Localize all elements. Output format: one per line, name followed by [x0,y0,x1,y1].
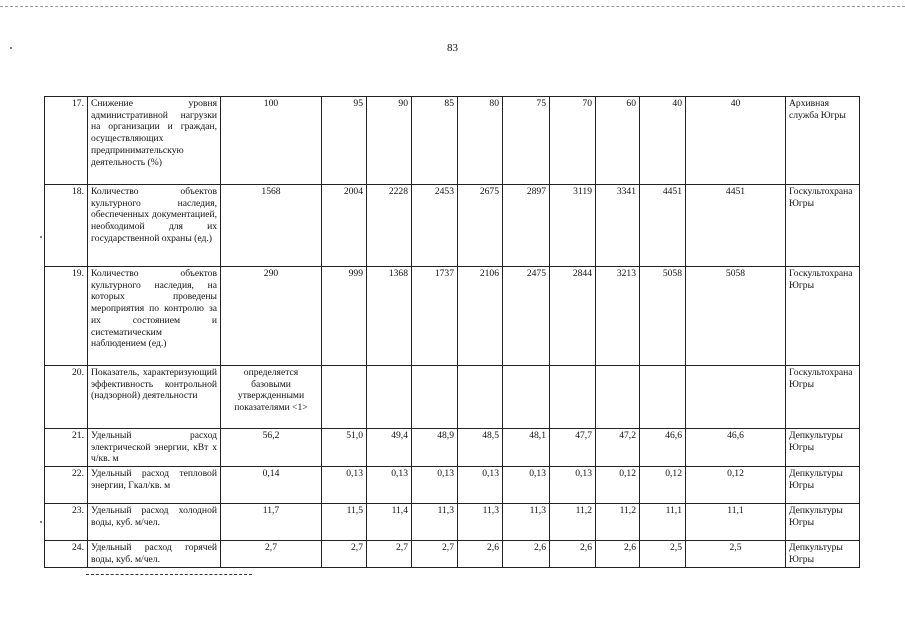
year-value [367,366,412,429]
year-value: 11,2 [550,504,596,541]
scan-speck [10,47,12,49]
year-value: 3119 [550,185,596,267]
year-value [596,366,640,429]
year-value: 49,4 [367,429,412,467]
year-value: 0,13 [503,467,550,504]
year-value: 3213 [596,267,640,366]
table-row [45,541,860,567]
row-number: 21. [45,429,88,467]
year-value: 47,7 [550,429,596,467]
year-value: 11,5 [322,504,367,541]
row-number: 17. [45,97,88,185]
target-value: 40 [686,97,786,185]
year-value: 2475 [503,267,550,366]
year-value: 999 [322,267,367,366]
responsible-body: Госкультохрана Югры [786,185,860,267]
table-row [45,185,860,267]
responsible-body: Госкультохрана Югры [786,366,860,429]
year-value: 0,13 [550,467,596,504]
year-value: 2,6 [458,541,503,567]
base-value: 290 [221,267,322,366]
row-number: 22. [45,467,88,504]
year-value: 11,2 [596,504,640,541]
year-value: 2844 [550,267,596,366]
year-value: 2,6 [596,541,640,567]
year-value: 2004 [322,185,367,267]
year-value: 51,0 [322,429,367,467]
indicator-name: Показатель, характеризующий эффективность контрольной (надзорной) деятельности [88,366,221,429]
year-value: 1737 [412,267,458,366]
target-value [686,366,786,429]
table-row [45,467,860,504]
base-value: 1568 [221,185,322,267]
year-value: 80 [458,97,503,185]
year-value: 60 [596,97,640,185]
indicator-name: Удельный расход горячей воды, куб. м/чел. [88,541,221,567]
row-number: 24. [45,541,88,567]
year-value [412,366,458,429]
year-value: 5058 [640,267,686,366]
responsible-body: Депкультуры Югры [786,467,860,504]
responsible-body: Депкультуры Югры [786,541,860,567]
scan-top-edge [0,6,905,7]
scan-speck [40,521,42,523]
indicator-name: Количество объектов культурного наследия, на которых проведены мероприятия по контролю за их состоянием и систематическим наблюдением (ед.) [88,267,221,366]
base-value: 56,2 [221,429,322,467]
year-value: 48,1 [503,429,550,467]
year-value: 2,6 [503,541,550,567]
year-value: 2228 [367,185,412,267]
row-number: 20. [45,366,88,429]
row-number: 19. [45,267,88,366]
footnote-separator [86,574,252,575]
base-value: 2,7 [221,541,322,567]
year-value: 11,3 [503,504,550,541]
year-value: 11,3 [412,504,458,541]
table-row [45,429,860,467]
indicator-name: Снижение уровня административной нагрузки на организации и граждан, осуществляющих предпринимательскую деятельность (%) [88,97,221,185]
table-body [45,97,860,568]
row-number: 23. [45,504,88,541]
responsible-body: Архивная служба Югры [786,97,860,185]
page-number: 83 [447,42,458,54]
target-value: 2,5 [686,541,786,567]
target-value: 46,6 [686,429,786,467]
year-value: 2453 [412,185,458,267]
year-value: 2106 [458,267,503,366]
year-value: 0,12 [596,467,640,504]
year-value: 1368 [367,267,412,366]
year-value: 2,6 [550,541,596,567]
target-value: 5058 [686,267,786,366]
year-value: 11,1 [640,504,686,541]
year-value: 3341 [596,185,640,267]
indicator-name: Удельный расход тепловой энергии, Гкал/кв. м [88,467,221,504]
year-value: 47,2 [596,429,640,467]
year-value: 4451 [640,185,686,267]
row-number: 18. [45,185,88,267]
table-row [45,366,860,429]
year-value [503,366,550,429]
year-value [550,366,596,429]
responsible-body: Депкультуры Югры [786,429,860,467]
year-value: 70 [550,97,596,185]
year-value: 2,7 [412,541,458,567]
year-value [322,366,367,429]
year-value [458,366,503,429]
year-value: 2,7 [322,541,367,567]
indicator-name: Удельный расход электрической энергии, кВт х ч/кв. м [88,429,221,467]
year-value: 48,5 [458,429,503,467]
base-value: 100 [221,97,322,185]
indicator-name: Количество объектов культурного наследия, обеспеченных документацией, необходимой для их государственной охраны (ед.) [88,185,221,267]
table-row [45,97,860,185]
year-value: 75 [503,97,550,185]
year-value: 95 [322,97,367,185]
base-value: определяется базовыми утвержденными показателями <1> [221,366,322,429]
year-value: 2,5 [640,541,686,567]
year-value: 48,9 [412,429,458,467]
year-value: 40 [640,97,686,185]
table-row [45,267,860,366]
year-value: 0,13 [458,467,503,504]
year-value: 2897 [503,185,550,267]
indicator-name: Удельный расход холодной воды, куб. м/чел. [88,504,221,541]
table-row [45,504,860,541]
year-value: 11,3 [458,504,503,541]
target-value: 11,1 [686,504,786,541]
year-value: 0,13 [412,467,458,504]
year-value: 0,12 [640,467,686,504]
responsible-body: Депкультуры Югры [786,504,860,541]
year-value: 85 [412,97,458,185]
base-value: 0,14 [221,467,322,504]
year-value [640,366,686,429]
scan-speck [40,236,42,238]
year-value: 46,6 [640,429,686,467]
responsible-body: Госкультохрана Югры [786,267,860,366]
indicators-table [44,96,860,568]
year-value: 0,13 [322,467,367,504]
target-value: 0,12 [686,467,786,504]
year-value: 0,13 [367,467,412,504]
year-value: 2,7 [367,541,412,567]
year-value: 2675 [458,185,503,267]
base-value: 11,7 [221,504,322,541]
target-value: 4451 [686,185,786,267]
year-value: 11,4 [367,504,412,541]
year-value: 90 [367,97,412,185]
